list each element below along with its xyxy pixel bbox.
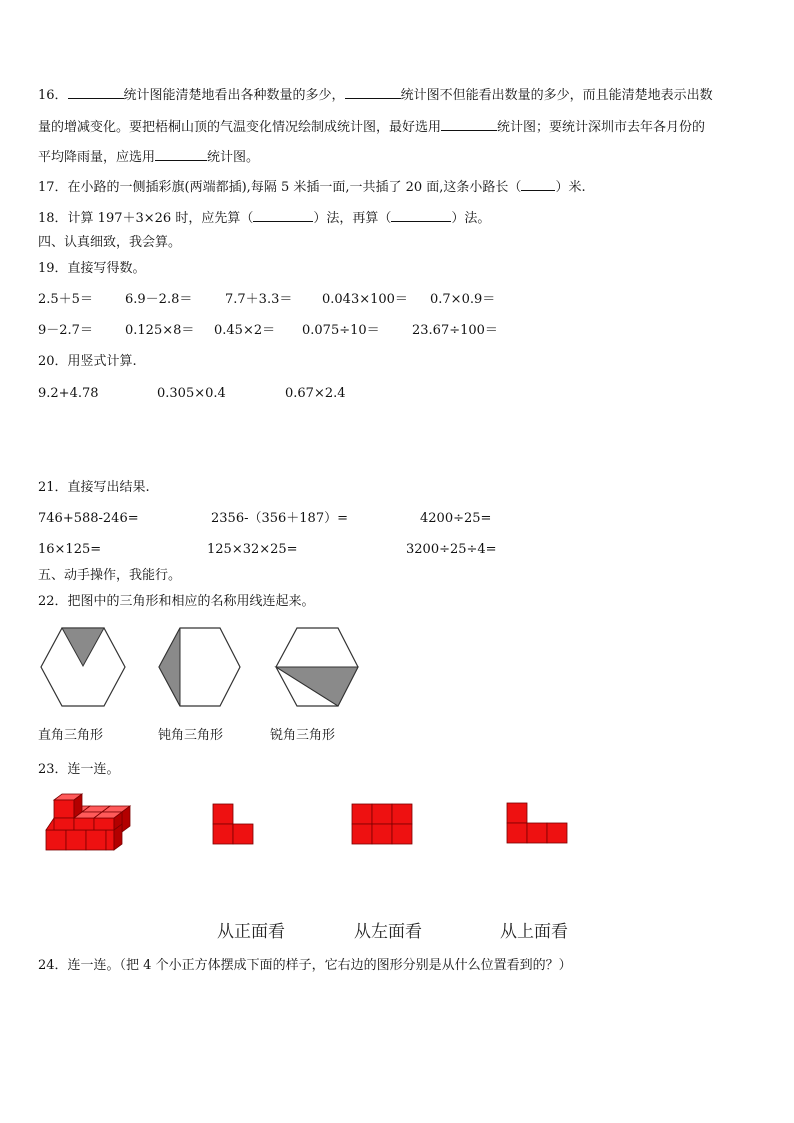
q19-r1-c5: 0.7×0.9＝ [430, 292, 496, 307]
q23-view-left[interactable]: 从左面看 [354, 922, 422, 942]
q22-label-obtuse-triangle[interactable]: 钝角三角形 [158, 728, 224, 743]
q19-r2-c2: 0.125×8＝ [125, 323, 195, 338]
q19-r1-c2: 6.9－2.8＝ [125, 292, 193, 307]
q21-r1-c1: 746+588-246= [38, 511, 139, 526]
q20-title: 20．用竖式计算. [38, 354, 137, 369]
q22-label-acute-triangle[interactable]: 锐角三角形 [270, 728, 336, 743]
q16-line-1: 16． 统计图能清楚地看出各种数量的多少， 统计图不但能看出数量的多少，而且能清楚地表示出数 [38, 88, 713, 103]
view-figure-l-small[interactable] [213, 804, 253, 844]
q19-r2-c4: 0.075÷10＝ [302, 323, 380, 338]
q19-r2-c1: 9－2.7＝ [38, 323, 93, 338]
section-4-heading: 四、认真细致，我会算。 [38, 235, 182, 250]
q20-item-1: 9.2+4.78 [38, 386, 99, 401]
q18-line: 18．计算 197＋3×26 时，应先算（ ）法，再算（ ）法。 [38, 211, 491, 226]
q22-label-right-triangle[interactable]: 直角三角形 [38, 728, 104, 743]
q16-line-2: 量的增减变化。要把梧桐山顶的气温变化情况绘制成统计图，最好选用 统计图；要统计深圳市去年各月份的 [38, 120, 706, 135]
q19-r1-c3: 7.7＋3.3＝ [225, 292, 293, 307]
q21-r2-c2: 125×32×25= [207, 542, 298, 557]
cube-arrangement-3d[interactable] [46, 794, 130, 850]
q21-title: 21．直接写出结果. [38, 480, 150, 495]
q21-r2-c1: 16×125= [38, 542, 102, 557]
q22-title: 22．把图中的三角形和相应的名称用线连起来。 [38, 594, 315, 609]
q23-title: 23．连一连。 [38, 762, 120, 777]
view-figure-l-long[interactable] [507, 803, 567, 843]
q17-line: 17．在小路的一侧插彩旗(两端都插),每隔 5 米插一面,一共插了 20 面,这条小路长（ ）米. [38, 180, 586, 195]
q19-r1-c1: 2.5＋5＝ [38, 292, 93, 307]
section-5-heading: 五、动手操作，我能行。 [38, 568, 182, 583]
q21-r1-c3: 4200÷25= [420, 511, 492, 526]
q19-r1-c4: 0.043×100＝ [322, 292, 408, 307]
q19-title: 19．直接写得数。 [38, 261, 146, 276]
q23-view-front[interactable]: 从正面看 [217, 922, 285, 942]
q19-r2-c5: 23.67÷100＝ [412, 323, 498, 338]
view-figure-3x2[interactable] [352, 804, 412, 844]
q16-line-3: 平均降雨量，应选用 统计图。 [38, 150, 260, 165]
q21-r2-c3: 3200÷25÷4= [406, 542, 497, 557]
q24-text: 24．连一连。（把 4 个小正方体摆成下面的样子，它右边的图形分别是从什么位置看到的？） [38, 958, 572, 973]
q20-item-2: 0.305×0.4 [157, 386, 226, 401]
q19-r2-c3: 0.45×2＝ [214, 323, 276, 338]
q23-view-top[interactable]: 从上面看 [500, 922, 568, 942]
q21-r1-c2: 2356-（356＋187）= [211, 511, 348, 526]
q20-item-3: 0.67×2.4 [285, 386, 346, 401]
